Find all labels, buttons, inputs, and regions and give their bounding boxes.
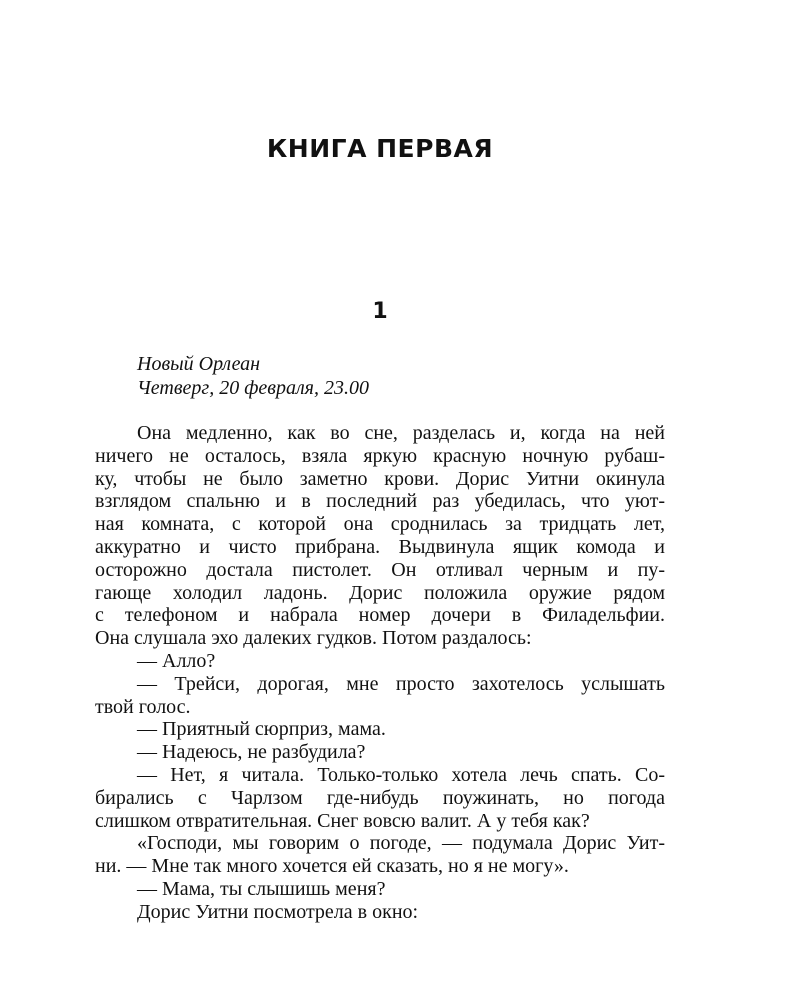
text-line: ничего не осталось, взяла яркую красную ночную рубаш- (95, 444, 665, 467)
dialogue-line: — Мама, ты слышишь меня? (137, 877, 386, 900)
text-line: с телефоном и набрала номер дочери в Филадельфии. (95, 604, 665, 627)
dialogue-line: — Приятный сюрприз, мама. (137, 718, 386, 741)
text-line: Она слушала эхо далеких гудков. Потом раздалось: (95, 627, 532, 650)
dialogue-line: — Надеюсь, не разбудила? (137, 741, 366, 764)
dateline-place: Новый Орлеан (137, 353, 261, 375)
text-line: твой голос. (95, 695, 191, 718)
text-line: ни. — Мне так много хочется ей сказать, но я не могу». (95, 855, 569, 878)
dialogue-line: — Трейси, дорогая, мне просто захотелось услышать (137, 672, 665, 695)
text-line: осторожно достала пистолет. Он отливал черным и пу- (95, 558, 665, 581)
book-title: КНИГА ПЕРВАЯ (266, 134, 494, 163)
dialogue-line: — Нет, я читала. Только-только хотела лечь спать. Со- (137, 763, 665, 786)
chapter-body-text (95, 422, 665, 924)
text-line: Она медленно, как во сне, разделась и, когда на ней (137, 422, 665, 444)
dateline-datetime: Четверг, 20 февраля, 23.00 (137, 377, 369, 399)
dateline (137, 352, 369, 400)
dialogue-line: — Алло? (137, 649, 216, 672)
text-line: ку, чтобы не было заметно крови. Дорис Уитни окинула (95, 467, 665, 490)
text-line: Дорис Уитни посмотрела в окно: (137, 900, 419, 923)
text-line: гающе холодил ладонь. Дорис положила оружие рядом (95, 581, 665, 604)
text-line: взглядом спальню и в последний раз убедилась, что уют- (95, 490, 665, 513)
text-line: бирались с Чарлзом где-нибудь поужинать, но погода (95, 786, 665, 809)
text-line: ная комната, с которой она сроднилась за тридцать лет, (95, 513, 665, 536)
thought-line: «Господи, мы говорим о погоде, — подумала Дорис Уит- (137, 832, 665, 855)
text-line: аккуратно и чисто прибрана. Выдвинула ящик комода и (95, 535, 665, 558)
chapter-number: 1 (372, 299, 388, 324)
text-line: слишком отвратительная. Снег вовсю валит. А у тебя как? (95, 809, 590, 832)
